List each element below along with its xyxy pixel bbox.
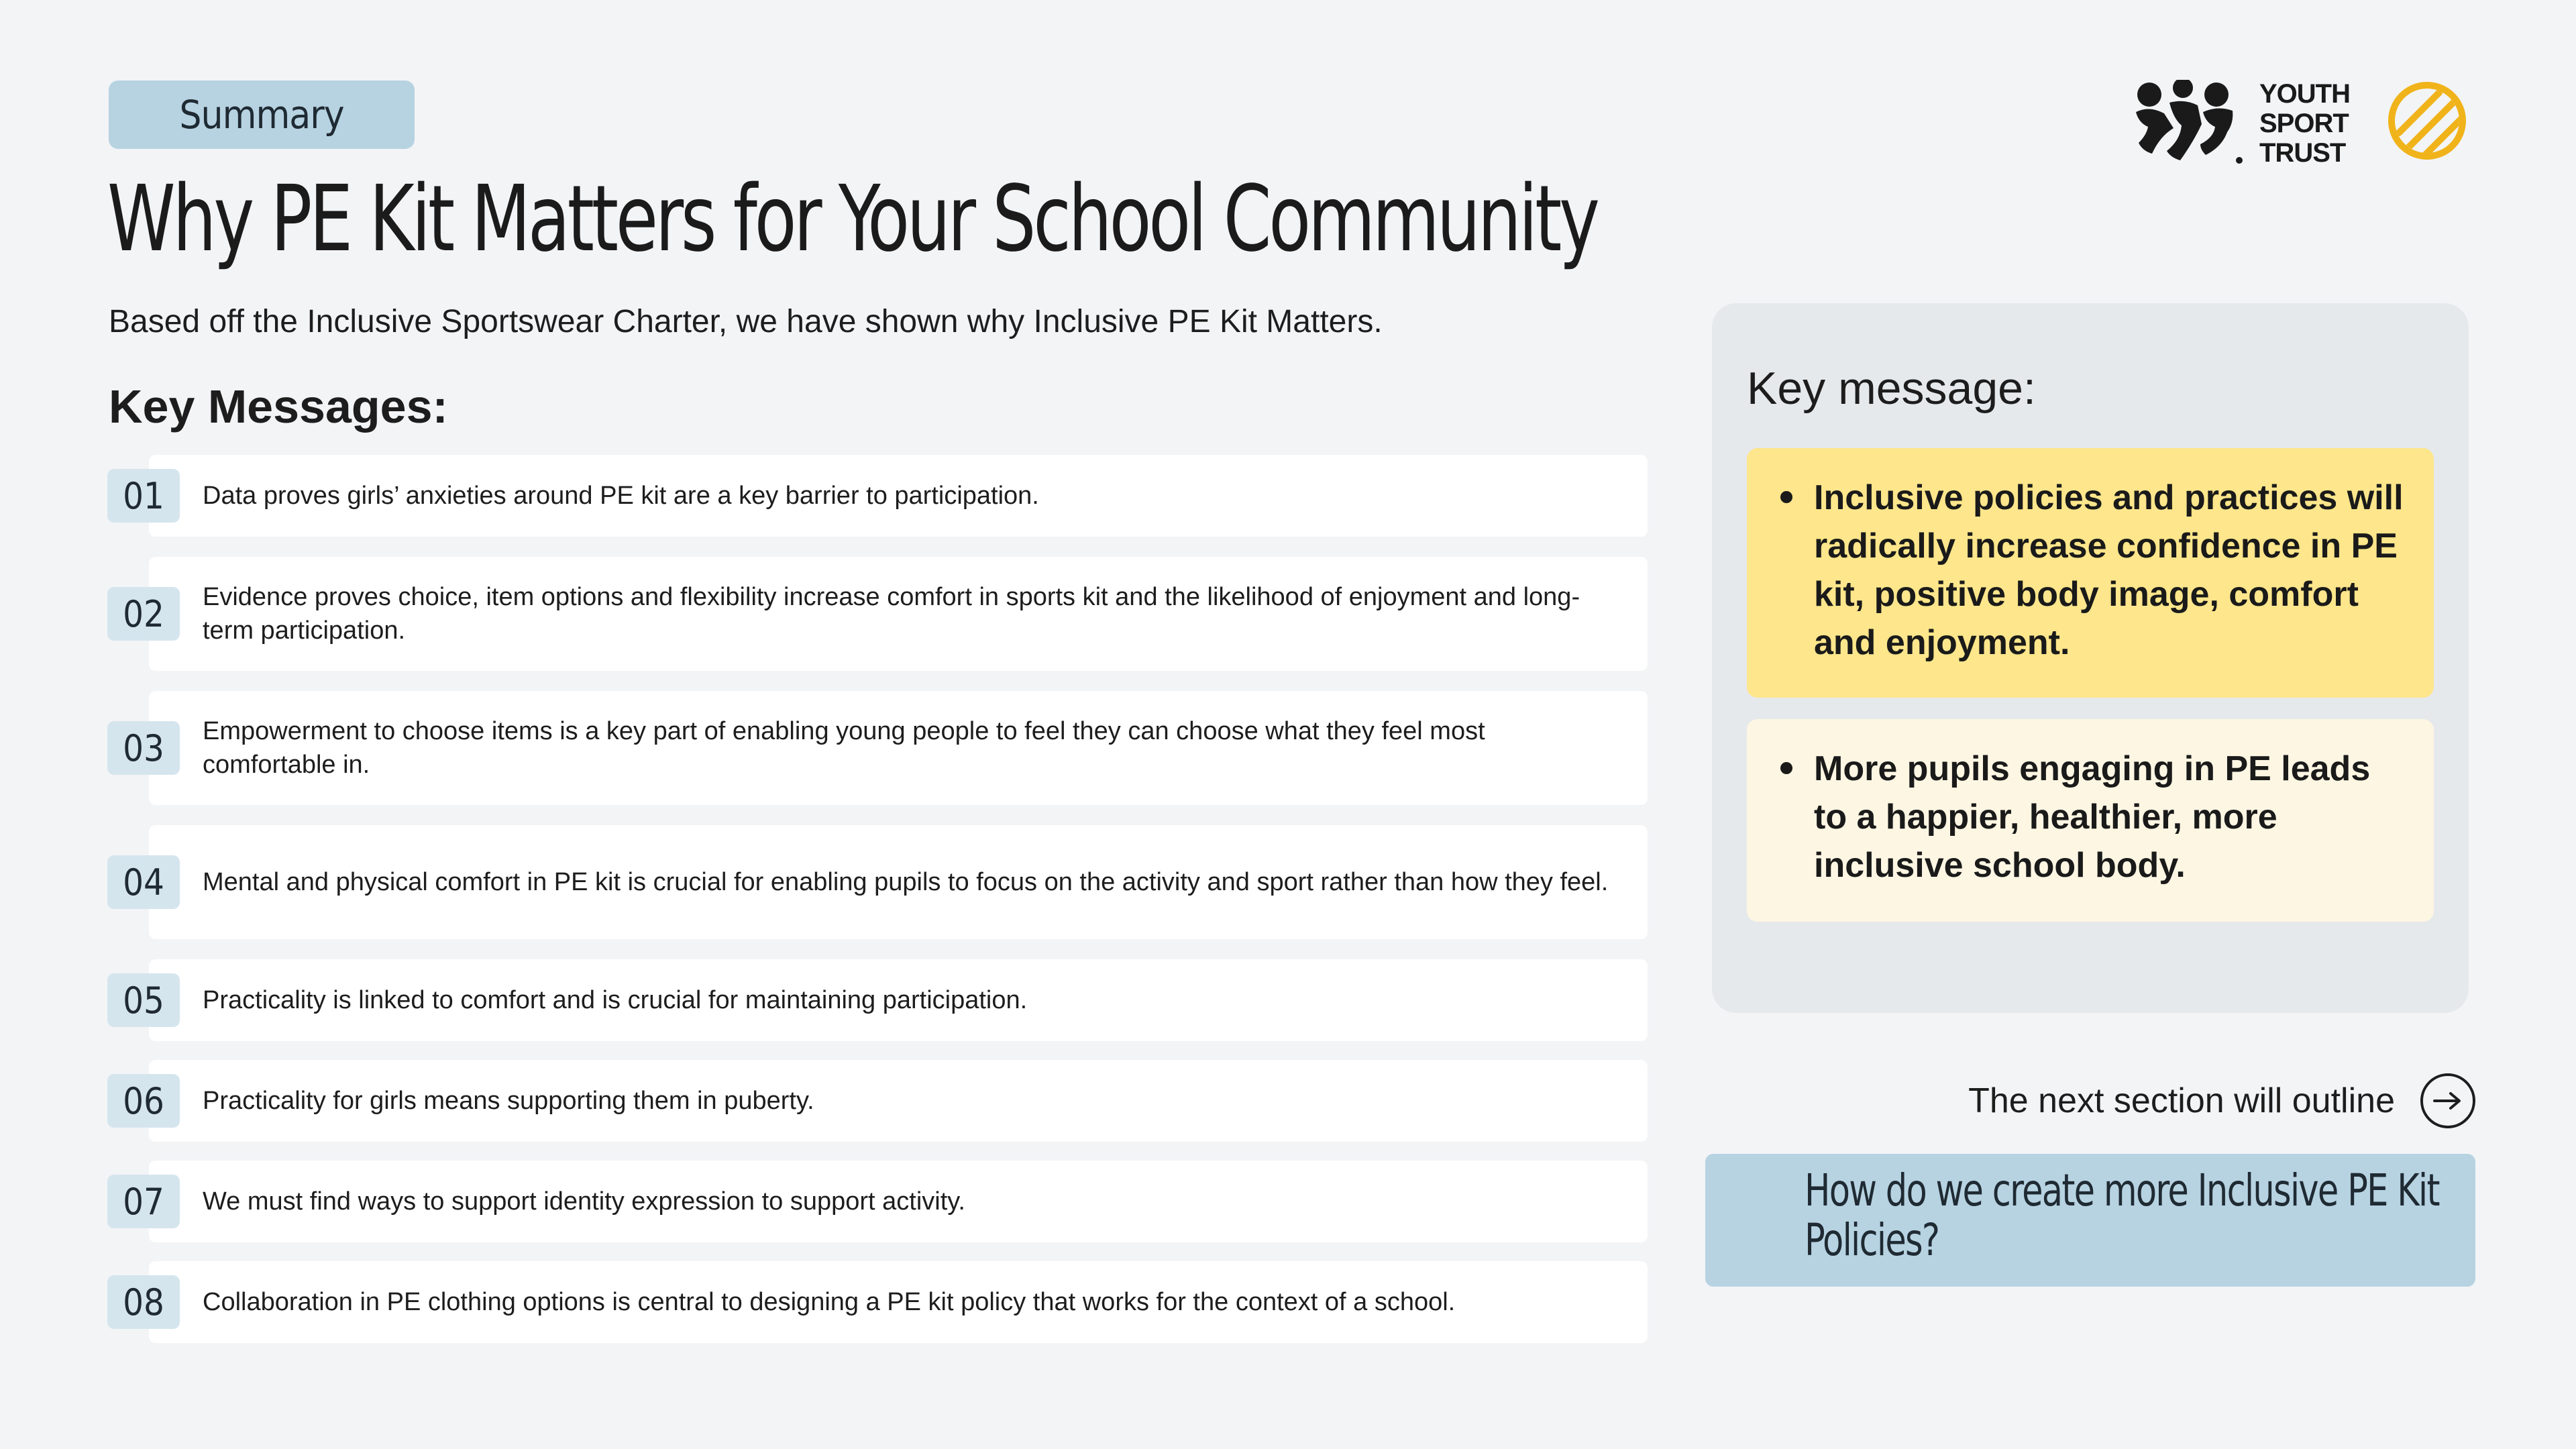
list-item: [107, 557, 1648, 671]
message-text: Evidence proves choice, item options and flexibility increase comfort in sports kit and the likelihood of enjoyment and long-term participation.: [203, 583, 1580, 645]
page-subtitle: Based off the Inclusive Sportswear Charter, we have shown why Inclusive PE Kit Matters.: [109, 304, 1383, 339]
striped-circle-logo-icon: [2385, 79, 2469, 166]
secondary-message-text: More pupils engaging in PE leads to a happier, healthier, more inclusive school body.: [1814, 745, 2407, 890]
list-item: [107, 1161, 1648, 1242]
message-number: 03: [107, 721, 180, 775]
list-item: [107, 825, 1648, 939]
message-text: Practicality is linked to comfort and is crucial for maintaining participation.: [203, 986, 1028, 1014]
message-number: 02: [107, 587, 180, 641]
highlight-message-box: [1747, 448, 2434, 698]
list-item: [107, 1261, 1648, 1343]
key-messages-heading: Key Messages:: [109, 380, 448, 433]
list-item: [107, 455, 1648, 537]
youth-sport-trust-logo: [2133, 79, 2350, 168]
list-item: [107, 959, 1648, 1041]
page-title: Why PE Kit Matters for Your School Community: [107, 166, 1597, 272]
next-section-box[interactable]: [1705, 1154, 2475, 1287]
arrow-right-icon[interactable]: [2420, 1073, 2475, 1128]
next-section-lead: [1945, 1073, 2475, 1128]
message-text: We must find ways to support identity expression to support activity.: [203, 1187, 965, 1216]
key-message-heading: Key message:: [1747, 363, 2036, 414]
message-number: 07: [107, 1175, 180, 1228]
message-text: Empowerment to choose items is a key part of enabling young people to feel they can choose what they feel most comfortable in.: [203, 717, 1485, 779]
people-icon: [2133, 80, 2249, 167]
message-text: Collaboration in PE clothing options is central to designing a PE kit policy that works for the context of a school.: [203, 1288, 1456, 1316]
message-number: 06: [107, 1074, 180, 1128]
secondary-message-box: [1747, 719, 2434, 922]
section-tag: Summary: [109, 80, 415, 149]
message-text: Practicality for girls means supporting them in puberty.: [203, 1087, 814, 1115]
key-message-panel: [1712, 303, 2469, 1013]
list-item: [107, 691, 1648, 805]
message-number: 05: [107, 973, 180, 1027]
logo-wordmark: YOUTH SPORT TRUST: [2259, 79, 2350, 168]
next-section-lead-text: The next section will outline: [1968, 1081, 2395, 1120]
message-text: Mental and physical comfort in PE kit is crucial for enabling pupils to focus on the activity and sport rather than how they feel.: [203, 868, 1609, 896]
message-number: 01: [107, 469, 180, 523]
list-item: [107, 1060, 1648, 1142]
message-text: Data proves girls’ anxieties around PE kit are a key barrier to participation.: [203, 482, 1039, 510]
next-section-title: How do we create more Inclusive PE Kit Policies?: [1805, 1165, 2439, 1266]
message-number: 04: [107, 855, 180, 909]
message-number: 08: [107, 1275, 180, 1329]
highlight-message-text: Inclusive policies and practices will radically increase confidence in PE kit, positive body image, comfort and enjoyment.: [1814, 474, 2407, 667]
